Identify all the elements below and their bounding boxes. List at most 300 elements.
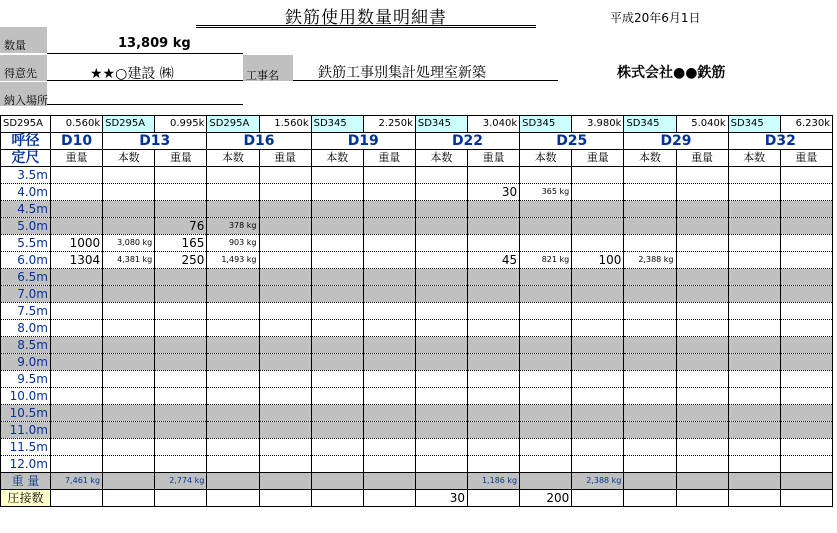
length-cell[interactable]: 9.0m <box>1 354 51 371</box>
count-value-cell[interactable] <box>780 252 832 269</box>
count-value-cell[interactable]: 30 <box>468 184 520 201</box>
count-value-cell[interactable] <box>676 252 728 269</box>
total-count-cell[interactable] <box>207 473 259 490</box>
count-value-cell[interactable] <box>259 337 311 354</box>
weight-value-cell[interactable] <box>728 320 780 337</box>
count-value-cell[interactable] <box>468 286 520 303</box>
weight-value-cell[interactable] <box>520 405 572 422</box>
weight-value-cell[interactable] <box>103 439 155 456</box>
count-value-cell[interactable] <box>155 184 207 201</box>
weight-value-cell[interactable] <box>311 371 363 388</box>
grade-cell[interactable]: SD295A <box>103 116 155 133</box>
count-value-cell[interactable] <box>259 439 311 456</box>
weight-value-cell[interactable] <box>415 320 467 337</box>
count-value-cell[interactable] <box>676 371 728 388</box>
count-value-cell[interactable] <box>363 371 415 388</box>
count-value-cell[interactable] <box>155 422 207 439</box>
count-value-cell[interactable] <box>259 269 311 286</box>
count-value-cell[interactable] <box>363 218 415 235</box>
grade-cell[interactable]: SD345 <box>415 116 467 133</box>
weight-value-cell[interactable] <box>728 303 780 320</box>
count-value-cell[interactable] <box>676 422 728 439</box>
weight-value-cell[interactable] <box>311 167 363 184</box>
weight-value-cell[interactable] <box>728 286 780 303</box>
length-cell[interactable]: 6.0m <box>1 252 51 269</box>
count-value-cell[interactable] <box>259 371 311 388</box>
count-value-cell[interactable] <box>468 405 520 422</box>
weight-value-cell[interactable] <box>415 388 467 405</box>
weight-value-cell[interactable] <box>103 269 155 286</box>
count-value-cell[interactable]: 45 <box>468 252 520 269</box>
count-value-cell[interactable] <box>51 405 103 422</box>
weight-value-cell[interactable] <box>415 371 467 388</box>
splice-label[interactable]: 圧接数 <box>1 490 51 507</box>
weight-value-cell[interactable] <box>728 201 780 218</box>
weight-value-cell[interactable] <box>624 167 676 184</box>
count-header[interactable]: 本数 <box>415 150 467 167</box>
weight-value-cell[interactable] <box>624 201 676 218</box>
count-value-cell[interactable] <box>468 456 520 473</box>
count-value-cell[interactable] <box>155 388 207 405</box>
weight-value-cell[interactable] <box>728 456 780 473</box>
count-value-cell[interactable] <box>259 286 311 303</box>
count-value-cell[interactable] <box>572 456 624 473</box>
weight-value-cell[interactable] <box>624 303 676 320</box>
count-value-cell[interactable] <box>780 422 832 439</box>
count-value-cell[interactable] <box>572 303 624 320</box>
weight-value-cell[interactable] <box>520 269 572 286</box>
weight-value-cell[interactable] <box>103 303 155 320</box>
weight-value-cell[interactable] <box>415 439 467 456</box>
count-value-cell[interactable] <box>259 405 311 422</box>
count-value-cell[interactable] <box>155 354 207 371</box>
weight-header[interactable]: 重量 <box>572 150 624 167</box>
weight-value-cell[interactable] <box>415 337 467 354</box>
count-value-cell[interactable] <box>363 354 415 371</box>
count-value-cell[interactable] <box>363 320 415 337</box>
weight-value-cell[interactable] <box>103 354 155 371</box>
weight-value-cell[interactable] <box>207 456 259 473</box>
count-value-cell[interactable] <box>155 269 207 286</box>
count-value-cell[interactable] <box>259 167 311 184</box>
weight-value-cell[interactable] <box>520 320 572 337</box>
weight-value-cell[interactable] <box>728 218 780 235</box>
length-cell[interactable]: 8.0m <box>1 320 51 337</box>
count-value-cell[interactable] <box>572 371 624 388</box>
grade-cell[interactable]: SD345 <box>728 116 780 133</box>
weight-value-cell[interactable] <box>728 269 780 286</box>
count-value-cell[interactable] <box>363 388 415 405</box>
unit-weight-cell[interactable]: 5.040k <box>676 116 728 133</box>
weight-value-cell[interactable] <box>311 337 363 354</box>
count-header[interactable]: 本数 <box>728 150 780 167</box>
count-value-cell[interactable] <box>780 371 832 388</box>
count-value-cell[interactable] <box>363 252 415 269</box>
weight-value-cell[interactable] <box>520 218 572 235</box>
count-value-cell[interactable] <box>51 456 103 473</box>
count-value-cell[interactable] <box>51 354 103 371</box>
weight-value-cell[interactable] <box>624 439 676 456</box>
count-value-cell[interactable] <box>780 201 832 218</box>
splice-blank-cell[interactable] <box>259 490 311 507</box>
count-value-cell[interactable] <box>259 320 311 337</box>
weight-value-cell[interactable] <box>103 201 155 218</box>
length-label[interactable]: 定尺 <box>1 150 51 167</box>
length-cell[interactable]: 12.0m <box>1 456 51 473</box>
count-value-cell[interactable] <box>363 167 415 184</box>
weight-value-cell[interactable] <box>415 252 467 269</box>
count-value-cell[interactable] <box>155 201 207 218</box>
weight-value-cell[interactable] <box>415 303 467 320</box>
count-value-cell[interactable]: 165 <box>155 235 207 252</box>
count-value-cell[interactable] <box>676 286 728 303</box>
weight-value-cell[interactable] <box>415 167 467 184</box>
unit-weight-cell[interactable]: 2.250k <box>363 116 415 133</box>
weight-value-cell[interactable] <box>624 422 676 439</box>
total-label[interactable]: 重 量 <box>1 473 51 490</box>
grade-cell[interactable]: SD295A <box>1 116 51 133</box>
count-value-cell[interactable] <box>676 184 728 201</box>
count-value-cell[interactable] <box>572 337 624 354</box>
size-header[interactable]: D29 <box>624 133 728 150</box>
splice-count-cell[interactable] <box>311 490 363 507</box>
weight-value-cell[interactable] <box>207 439 259 456</box>
count-value-cell[interactable] <box>780 303 832 320</box>
weight-value-cell[interactable] <box>728 337 780 354</box>
weight-value-cell[interactable]: 821 kg <box>520 252 572 269</box>
weight-value-cell[interactable] <box>728 354 780 371</box>
weight-value-cell[interactable] <box>311 201 363 218</box>
count-header[interactable]: 本数 <box>207 150 259 167</box>
weight-value-cell[interactable] <box>311 184 363 201</box>
weight-value-cell[interactable] <box>520 354 572 371</box>
count-value-cell[interactable] <box>259 184 311 201</box>
count-value-cell[interactable]: 250 <box>155 252 207 269</box>
splice-blank-cell[interactable] <box>780 490 832 507</box>
weight-value-cell[interactable] <box>520 422 572 439</box>
weight-value-cell[interactable]: 1,493 kg <box>207 252 259 269</box>
count-value-cell[interactable] <box>468 269 520 286</box>
length-cell[interactable]: 7.5m <box>1 303 51 320</box>
count-value-cell[interactable] <box>259 354 311 371</box>
count-value-cell[interactable] <box>51 320 103 337</box>
count-value-cell[interactable] <box>572 354 624 371</box>
grade-cell[interactable]: SD345 <box>311 116 363 133</box>
weight-value-cell[interactable] <box>311 405 363 422</box>
count-value-cell[interactable] <box>572 184 624 201</box>
count-value-cell[interactable] <box>780 405 832 422</box>
weight-value-cell[interactable] <box>415 235 467 252</box>
count-value-cell[interactable] <box>676 388 728 405</box>
count-value-cell[interactable] <box>51 337 103 354</box>
grade-cell[interactable]: SD345 <box>520 116 572 133</box>
count-value-cell[interactable] <box>676 218 728 235</box>
count-value-cell[interactable] <box>51 269 103 286</box>
size-label[interactable]: 呼径 <box>1 133 51 150</box>
count-value-cell[interactable] <box>780 337 832 354</box>
splice-count-cell[interactable] <box>728 490 780 507</box>
weight-value-cell[interactable] <box>624 184 676 201</box>
weight-header[interactable]: 重量 <box>676 150 728 167</box>
weight-value-cell[interactable] <box>207 371 259 388</box>
weight-value-cell[interactable] <box>728 422 780 439</box>
weight-header[interactable]: 重量 <box>363 150 415 167</box>
weight-value-cell[interactable] <box>520 235 572 252</box>
weight-header[interactable]: 重量 <box>468 150 520 167</box>
length-cell[interactable]: 11.5m <box>1 439 51 456</box>
count-value-cell[interactable] <box>51 422 103 439</box>
count-value-cell[interactable] <box>363 439 415 456</box>
length-cell[interactable]: 11.0m <box>1 422 51 439</box>
weight-value-cell[interactable] <box>520 167 572 184</box>
size-header[interactable]: D32 <box>728 133 832 150</box>
count-value-cell[interactable] <box>468 422 520 439</box>
count-value-cell[interactable] <box>468 201 520 218</box>
total-count-cell[interactable] <box>624 473 676 490</box>
count-header[interactable]: 本数 <box>624 150 676 167</box>
count-value-cell[interactable] <box>780 354 832 371</box>
weight-value-cell[interactable] <box>520 201 572 218</box>
total-weight-cell[interactable]: 2,388 kg <box>572 473 624 490</box>
count-value-cell[interactable] <box>676 456 728 473</box>
splice-count-cell[interactable] <box>207 490 259 507</box>
count-value-cell[interactable] <box>780 320 832 337</box>
count-value-cell[interactable] <box>468 337 520 354</box>
count-value-cell[interactable] <box>363 456 415 473</box>
count-value-cell[interactable] <box>780 456 832 473</box>
count-header[interactable]: 本数 <box>103 150 155 167</box>
length-cell[interactable]: 9.5m <box>1 371 51 388</box>
splice-count-cell[interactable] <box>624 490 676 507</box>
count-value-cell[interactable] <box>780 439 832 456</box>
count-value-cell[interactable] <box>155 371 207 388</box>
length-cell[interactable]: 4.5m <box>1 201 51 218</box>
count-value-cell[interactable] <box>676 167 728 184</box>
weight-value-cell[interactable] <box>728 388 780 405</box>
weight-value-cell[interactable] <box>311 320 363 337</box>
weight-value-cell[interactable] <box>624 235 676 252</box>
count-value-cell[interactable] <box>155 303 207 320</box>
splice-blank-cell[interactable] <box>468 490 520 507</box>
weight-value-cell[interactable]: 4,381 kg <box>103 252 155 269</box>
count-value-cell[interactable] <box>363 235 415 252</box>
count-value-cell[interactable] <box>155 337 207 354</box>
weight-value-cell[interactable] <box>311 269 363 286</box>
weight-header[interactable]: 重量 <box>51 150 103 167</box>
weight-value-cell[interactable]: 378 kg <box>207 218 259 235</box>
weight-value-cell[interactable] <box>520 456 572 473</box>
weight-value-cell[interactable] <box>520 337 572 354</box>
weight-value-cell[interactable] <box>311 303 363 320</box>
count-value-cell[interactable] <box>363 269 415 286</box>
total-weight-cell[interactable]: 2,774 kg <box>155 473 207 490</box>
count-value-cell[interactable] <box>468 439 520 456</box>
count-value-cell[interactable] <box>780 167 832 184</box>
count-value-cell[interactable] <box>155 439 207 456</box>
weight-value-cell[interactable] <box>520 439 572 456</box>
count-value-cell[interactable] <box>363 422 415 439</box>
weight-value-cell[interactable] <box>415 405 467 422</box>
grade-cell[interactable]: SD295A <box>207 116 259 133</box>
weight-value-cell[interactable] <box>415 286 467 303</box>
weight-value-cell[interactable] <box>728 184 780 201</box>
count-value-cell[interactable] <box>572 235 624 252</box>
count-value-cell[interactable] <box>572 320 624 337</box>
count-value-cell[interactable] <box>572 218 624 235</box>
count-value-cell[interactable] <box>780 269 832 286</box>
weight-value-cell[interactable]: 3,080 kg <box>103 235 155 252</box>
weight-value-cell[interactable] <box>207 286 259 303</box>
weight-value-cell[interactable] <box>728 167 780 184</box>
count-value-cell[interactable] <box>572 422 624 439</box>
weight-value-cell[interactable] <box>311 252 363 269</box>
count-value-cell[interactable]: 100 <box>572 252 624 269</box>
count-value-cell[interactable] <box>676 235 728 252</box>
size-header[interactable]: D13 <box>103 133 207 150</box>
weight-value-cell[interactable] <box>728 439 780 456</box>
splice-blank-cell[interactable] <box>572 490 624 507</box>
size-header[interactable]: D22 <box>415 133 519 150</box>
count-value-cell[interactable] <box>155 167 207 184</box>
unit-weight-cell[interactable]: 0.995k <box>155 116 207 133</box>
count-value-cell[interactable] <box>676 405 728 422</box>
weight-value-cell[interactable] <box>207 405 259 422</box>
weight-value-cell[interactable] <box>624 354 676 371</box>
length-cell[interactable]: 8.5m <box>1 337 51 354</box>
splice-count-cell[interactable]: 30 <box>415 490 467 507</box>
weight-value-cell[interactable] <box>624 337 676 354</box>
count-value-cell[interactable] <box>676 439 728 456</box>
size-header[interactable]: D25 <box>520 133 624 150</box>
weight-value-cell[interactable] <box>624 371 676 388</box>
count-value-cell[interactable] <box>51 201 103 218</box>
count-value-cell[interactable] <box>572 286 624 303</box>
count-value-cell[interactable] <box>51 439 103 456</box>
splice-count-cell[interactable]: 200 <box>520 490 572 507</box>
count-value-cell[interactable] <box>676 269 728 286</box>
count-value-cell[interactable] <box>572 405 624 422</box>
weight-value-cell[interactable] <box>415 218 467 235</box>
weight-value-cell[interactable] <box>728 252 780 269</box>
count-value-cell[interactable] <box>259 422 311 439</box>
weight-value-cell[interactable] <box>624 388 676 405</box>
weight-header[interactable]: 重量 <box>259 150 311 167</box>
weight-value-cell[interactable] <box>311 439 363 456</box>
count-value-cell[interactable] <box>468 354 520 371</box>
count-value-cell[interactable] <box>676 303 728 320</box>
weight-value-cell[interactable] <box>415 456 467 473</box>
size-header[interactable]: D10 <box>51 133 103 150</box>
count-value-cell[interactable] <box>155 405 207 422</box>
count-value-cell[interactable] <box>468 303 520 320</box>
count-value-cell[interactable]: 1000 <box>51 235 103 252</box>
count-value-cell[interactable] <box>780 235 832 252</box>
weight-value-cell[interactable] <box>311 422 363 439</box>
count-value-cell[interactable] <box>468 218 520 235</box>
count-value-cell[interactable] <box>259 303 311 320</box>
count-value-cell[interactable] <box>780 286 832 303</box>
total-count-cell[interactable] <box>728 473 780 490</box>
weight-value-cell[interactable] <box>728 405 780 422</box>
count-value-cell[interactable] <box>363 201 415 218</box>
count-value-cell[interactable] <box>572 167 624 184</box>
weight-value-cell[interactable] <box>415 201 467 218</box>
weight-value-cell[interactable] <box>415 422 467 439</box>
count-value-cell[interactable] <box>363 405 415 422</box>
unit-weight-cell[interactable]: 1.560k <box>259 116 311 133</box>
splice-blank-cell[interactable] <box>676 490 728 507</box>
length-cell[interactable]: 5.5m <box>1 235 51 252</box>
length-cell[interactable]: 10.0m <box>1 388 51 405</box>
count-value-cell[interactable] <box>259 456 311 473</box>
weight-value-cell[interactable] <box>103 405 155 422</box>
weight-value-cell[interactable] <box>207 201 259 218</box>
weight-value-cell[interactable] <box>103 456 155 473</box>
weight-value-cell[interactable] <box>207 167 259 184</box>
count-value-cell[interactable] <box>155 456 207 473</box>
weight-value-cell[interactable] <box>624 286 676 303</box>
weight-value-cell[interactable] <box>311 354 363 371</box>
weight-value-cell[interactable] <box>311 388 363 405</box>
weight-value-cell[interactable] <box>728 371 780 388</box>
weight-header[interactable]: 重量 <box>155 150 207 167</box>
grade-cell[interactable]: SD345 <box>624 116 676 133</box>
count-value-cell[interactable] <box>363 337 415 354</box>
count-value-cell[interactable] <box>259 218 311 235</box>
weight-value-cell[interactable] <box>103 218 155 235</box>
weight-value-cell[interactable] <box>415 184 467 201</box>
weight-value-cell[interactable] <box>103 371 155 388</box>
weight-value-cell[interactable] <box>311 286 363 303</box>
weight-value-cell[interactable] <box>103 286 155 303</box>
count-value-cell[interactable] <box>363 184 415 201</box>
weight-value-cell[interactable] <box>207 422 259 439</box>
length-cell[interactable]: 5.0m <box>1 218 51 235</box>
weight-value-cell[interactable] <box>207 388 259 405</box>
weight-value-cell[interactable]: 903 kg <box>207 235 259 252</box>
count-value-cell[interactable] <box>572 201 624 218</box>
total-count-cell[interactable] <box>311 473 363 490</box>
count-value-cell[interactable] <box>572 388 624 405</box>
total-weight-cell[interactable] <box>780 473 832 490</box>
weight-value-cell[interactable] <box>624 269 676 286</box>
weight-value-cell[interactable]: 365 kg <box>520 184 572 201</box>
weight-value-cell[interactable] <box>520 371 572 388</box>
weight-value-cell[interactable] <box>415 269 467 286</box>
count-value-cell[interactable] <box>676 354 728 371</box>
weight-value-cell[interactable] <box>207 269 259 286</box>
count-value-cell[interactable] <box>468 320 520 337</box>
count-value-cell[interactable] <box>676 201 728 218</box>
count-value-cell[interactable] <box>51 388 103 405</box>
weight-value-cell[interactable] <box>207 303 259 320</box>
count-value-cell[interactable] <box>51 286 103 303</box>
weight-value-cell[interactable] <box>103 388 155 405</box>
count-value-cell[interactable] <box>259 388 311 405</box>
weight-value-cell[interactable] <box>103 167 155 184</box>
length-cell[interactable]: 10.5m <box>1 405 51 422</box>
total-count-cell[interactable] <box>415 473 467 490</box>
count-value-cell[interactable] <box>155 286 207 303</box>
total-weight-cell[interactable]: 7,461 kg <box>51 473 103 490</box>
splice-count-cell[interactable] <box>103 490 155 507</box>
count-value-cell[interactable] <box>780 388 832 405</box>
splice-blank-cell[interactable] <box>155 490 207 507</box>
length-cell[interactable]: 4.0m <box>1 184 51 201</box>
weight-value-cell[interactable] <box>103 184 155 201</box>
weight-value-cell[interactable] <box>103 422 155 439</box>
unit-weight-cell[interactable]: 0.560k <box>51 116 103 133</box>
